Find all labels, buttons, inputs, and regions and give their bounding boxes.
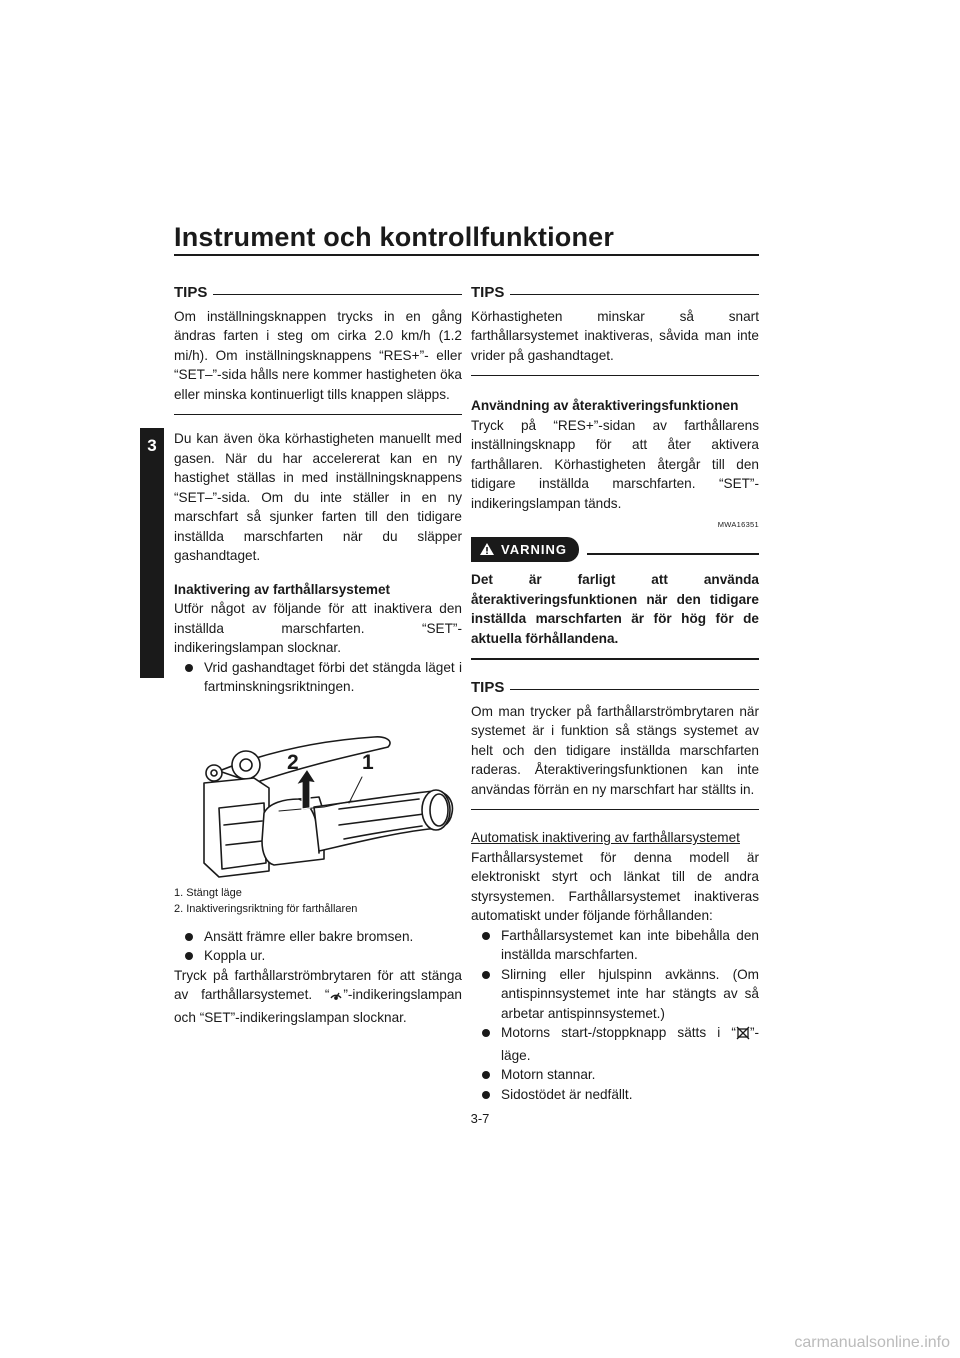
subheading: Inaktivering av farthållarsystemet	[174, 581, 391, 597]
list-item	[471, 1065, 759, 1085]
list-item-text: Slirning eller hjulspinn avkänns. (Om antispinnsystemet inte har stängts av så arbetar antispinnsystemet.)	[501, 966, 759, 1021]
engine-stop-icon	[736, 1026, 750, 1046]
list-item	[471, 926, 759, 965]
tips-end-rule	[471, 375, 759, 376]
bullet-dot	[482, 1091, 490, 1099]
caption: 1. Stängt läge	[174, 886, 242, 899]
subheading: Användning av återaktiveringsfunktionen	[471, 398, 739, 413]
left-column	[174, 283, 462, 1027]
warning-code: MWA16351	[717, 520, 759, 529]
right-column	[471, 283, 759, 1104]
tips-label: TIPS	[174, 284, 208, 301]
list-item-text: Farthållarsystemet kan inte bibehålla den inställda marschfarten.	[501, 927, 759, 962]
list-item	[174, 946, 462, 966]
paragraph: Farthållarsystemet för denna modell är elektroniskt styrt och länkat till de andra styrsystemen. Farthållarsystemet inaktiveras automatiskt under följande förhållanden:	[471, 849, 759, 923]
list-item	[471, 1023, 759, 1065]
tips-rule	[213, 294, 462, 295]
chapter-tab	[140, 428, 164, 678]
paragraph	[174, 966, 462, 1028]
list-item-text: ”-läge.	[501, 1025, 759, 1063]
paragraph-text: ”-indikeringslampan och “SET”-indikeringslampan slocknar.	[174, 987, 462, 1025]
bullet-dot	[185, 664, 193, 672]
bullet-dot	[482, 932, 490, 940]
figure-label-2: 2	[287, 750, 299, 774]
bullet-list	[174, 658, 462, 697]
tips-end-rule	[174, 414, 462, 415]
bullet-list	[471, 926, 759, 1105]
tips-heading	[174, 283, 462, 303]
list-item-text: Ansätt främre eller bakre bromsen.	[204, 928, 414, 944]
bullet-dot	[185, 933, 193, 941]
warning-rule	[587, 553, 759, 555]
bullet-dot	[482, 1071, 490, 1079]
watermark: carmanualsonline.info	[794, 1334, 950, 1351]
tips-text: Körhastigheten minskar så snart farthållarsystemet inaktiveras, såvida man inte vrider på gashandtaget.	[471, 308, 759, 363]
list-item-text: Sidostödet är nedfällt.	[501, 1086, 633, 1102]
list-item-text: Koppla ur.	[204, 948, 266, 963]
subheading: Automatisk inaktivering av farthållarsystemet	[471, 830, 740, 845]
caption: 2. Inaktiveringsriktning för farthållaren	[174, 902, 358, 915]
warning-end-rule	[471, 658, 759, 660]
figure-label-1: 1	[362, 750, 374, 774]
list-item-text: Motorn stannar.	[501, 1067, 596, 1082]
list-item-text: Vrid gashandtaget förbi det stängda läget i fartminskningsriktningen.	[204, 659, 462, 694]
tips-rule	[510, 294, 759, 295]
cruise-control-indicator-icon	[329, 988, 343, 1008]
bullet-dot	[185, 952, 193, 960]
tips-end-rule	[471, 809, 759, 810]
title-rule	[174, 254, 759, 256]
paragraph: Tryck på “RES+”-sidan av farthållarens inställningsknapp för att åter aktivera farthållaren. Körhastigheten återgår till den tidigare inställda marschfarten. “SET”-indikeringslampan tänds.	[471, 417, 759, 511]
warning-triangle-icon	[479, 542, 495, 556]
tips-heading	[471, 678, 759, 698]
handlebar-grip-illustration	[174, 713, 462, 881]
tips-label: TIPS	[471, 679, 505, 696]
warning-badge	[471, 537, 579, 563]
tips-text: Om man trycker på farthållarströmbrytaren när systemet är i funktion så stängs systemet av helt och den tidigare inställda marschfarten raderas. Återaktiveringsfunktionen kan inte användas förrän en ny marschfart har ställts in.	[471, 703, 759, 797]
paragraph: Du kan även öka körhastigheten manuellt med gasen. När du har accelererat kan en ny hastighet ställas in med inställningsknappens “SET–”-sida. Om du inte ställer in en ny marschfart så sjunker farten till den tidigare inställda marschfarten när du släpper gashandtaget.	[174, 431, 462, 563]
tips-label: TIPS	[471, 284, 505, 301]
warning-heading	[471, 537, 759, 563]
tips-heading	[471, 283, 759, 303]
warning-text: Det är farligt att använda återaktiveringsfunktionen när den tidigare inställda marschfarten är för hög för de aktuella förhållandena.	[471, 572, 759, 646]
tips-text: Om inställningsknappen trycks in en gång ändras farten i steg om cirka 2.0 km/h (1.2 mi/h). Om inställningsknappens “RES+”- eller “SET–”-sida hålls nere kommer hastigheten öka eller minska kontinuerligt tills knappen släpps.	[174, 308, 462, 402]
page-title: Instrument och kontrollfunktioner	[174, 222, 615, 252]
bullet-list	[174, 927, 462, 966]
bullet-dot	[482, 1029, 490, 1037]
paragraph-text: Tryck på farthållarströmbrytaren för att stänga av farthållarsystemet. “	[174, 967, 462, 1002]
paragraph: Utför något av följande för att inaktivera den inställda marschfarten. “SET”-indikeringslampan slocknar.	[174, 601, 462, 655]
bullet-dot	[482, 971, 490, 979]
page-number: 3-7	[470, 1111, 490, 1126]
list-item	[471, 1085, 759, 1105]
list-item	[174, 927, 462, 947]
list-item	[471, 965, 759, 1024]
chapter-number: 3	[147, 436, 157, 455]
warning-label: VARNING	[501, 541, 567, 557]
list-item-text: Motorns start-/stoppknapp sätts i “	[501, 1025, 736, 1040]
list-item	[174, 658, 462, 697]
tips-rule	[510, 689, 759, 690]
